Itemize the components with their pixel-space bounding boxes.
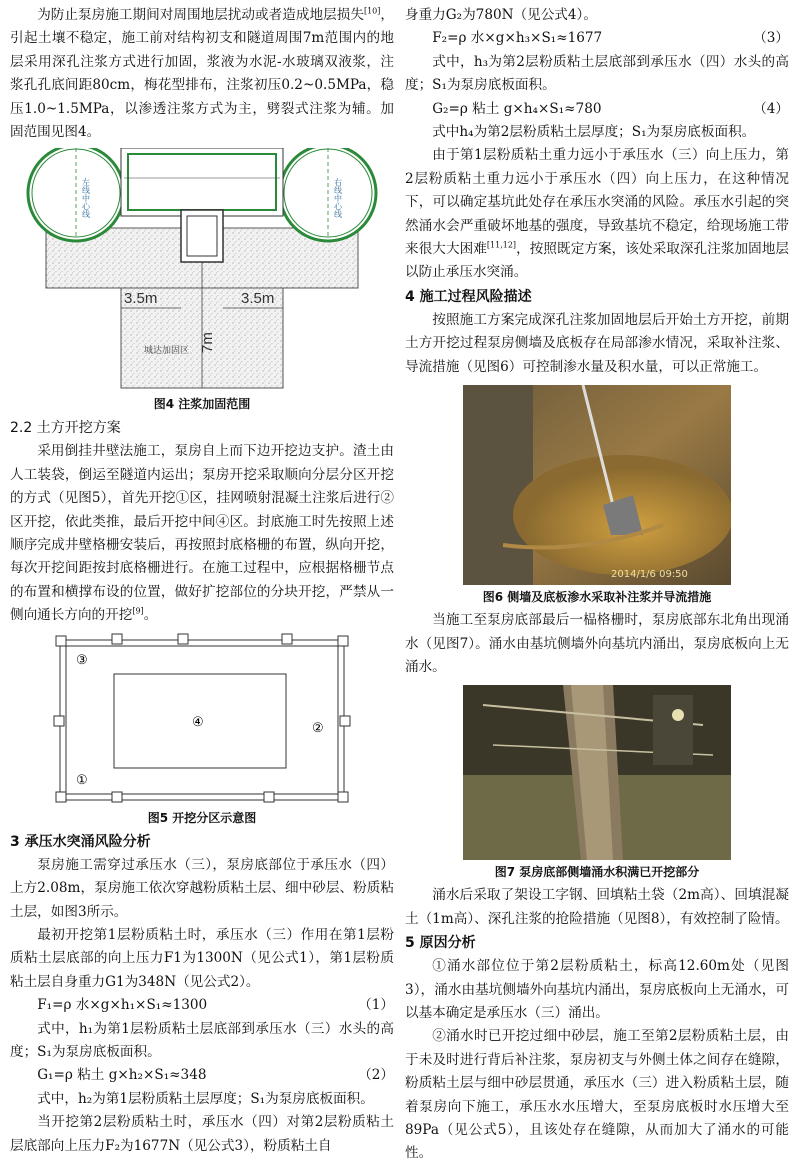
paragraph: 按照施工方案完成深孔注浆加固地层后开始土方开挖，前期土方开挖过程泵房侧墙及底板存在局部渗水情况，采取补注浆、导流措施（见图6）可控制渗水量及积水量，可以正常施工。 xyxy=(405,311,789,375)
equation-4: G₂=ρ 粘土 g×h₄×S₁≈780 （4） xyxy=(432,100,789,117)
figure-5-caption: 图5 开挖分区示意图 xyxy=(147,810,257,825)
paragraph: 最初开挖第1层粉质粘土时，承压水（三）作用在第1层粉质粘土层底部的向上压力F1为1300N（见公式1），第1层粉质粘土层自身重力G1为348N（见公式2）。 xyxy=(10,926,394,990)
dimension-label-left: 3.5m xyxy=(124,290,158,308)
equation-1: F₁=ρ 水×g×h₁×S₁≈1300 （1） xyxy=(37,997,394,1014)
paragraph: 式中，h₂为第1层粉质粘土层厚度；S₁为泵房底板面积。 xyxy=(37,1090,374,1107)
paragraph: ②涌水时已开挖过细中砂层，施工至第2层粉质粘土层，由于未及时进行背后补注浆，泵房初支与外侧土体之间存在缝隙，粉质粘土层与细中砂层贯通，承压水（三）进入粉质粘土层，随着泵房向下施工，承压水水压增大，至泵房底板时水压增大至89Pa（见公式5），且该处存在缝隙，从而加大了涌水的可能性。 xyxy=(405,1028,789,1162)
section-heading-2-2: 2.2 土方开挖方案 xyxy=(10,420,121,437)
left-centerline-label: 左线中心线 xyxy=(81,178,91,219)
paragraph: 当施工至泵房底部最后一榀格栅时，泵房底部东北角出现涌水（见图7）。涌水由基坑侧墙外向基坑内涌出，泵房底板向上无涌水。 xyxy=(405,612,789,675)
section-heading-4: 4 施工过程风险描述 xyxy=(405,288,532,305)
paragraph: 当开挖第2层粉质粘土时，承压水（四）对第2层粉质粘土层底部向上压力F₂为1677N（见公式3），粉质粘土自 xyxy=(10,1114,394,1154)
zone-1-label: ① xyxy=(76,772,88,788)
paragraph: 式中，h₁为第1层粉质粘土层底部到承压水（三）水头的高度；S₁为泵房底板面积。 xyxy=(10,1020,394,1060)
dimension-label-right: 3.5m xyxy=(241,290,275,308)
right-column xyxy=(405,4,789,1166)
figure-7-photo xyxy=(463,685,731,860)
equation-3: F₂=ρ 水×g×h₃×S₁≈1677 （3） xyxy=(432,30,789,47)
paragraph: 式中，h₃为第2层粉质粘土层底部到承压水（四）水头的高度；S₁为泵房底板面积。 xyxy=(405,53,789,94)
figure-6-photo xyxy=(463,385,731,585)
paragraph: 由于第1层粉质粘土重力远小于承压水（三）向上压力，第2层粉质粘土重力远小于承压水（四）向上压力，在这种情况下，可以确定基坑此处存在承压水突涌的风险。承压水引起的突然涌水会严重破坏地基的强度，导致基坑不稳定，给现场施工带来很大大困难[11,12]，按照既定方案，该处采取深孔注浆加固地层以防止承压水突涌。 xyxy=(405,147,790,281)
paragraph: 涌水后采取了架设工字钢、回填粘土袋（2m高）、回填混凝土（1m高）、深孔注浆的抢险措施（见图8），有效控制了险情。 xyxy=(405,887,789,927)
paragraph: 式中h₄为第2层粉质粘土层厚度；S₁为泵房底板面积。 xyxy=(432,124,756,141)
figure-6-caption: 图6 侧墙及底板渗水采取补注浆并导流措施 xyxy=(482,590,712,605)
paragraph: 为防止泵房施工期间对周围地层扰动或者造成地层损失[10]，引起土壤不稳定，施工前对结构初支和隧道周围7m范围内的地层采用深孔注浆方式进行加固，浆液为水泥-水玻璃双液浆，注浆孔孔底间距80cm，梅花型排布，注浆初压0.2~0.5MPa，稳压1.0~1.5MPa，以渗透注浆方式为主，劈裂式注浆为辅。加固范围见图4。 xyxy=(10,6,395,141)
figure-7-caption: 图7 泵房底部侧墙涌水积满已开挖部分 xyxy=(494,865,700,880)
paragraph: 采用倒挂井壁法施工，泵房自上而下边开挖边支护。渣土由人工装袋，倒运至隧道内运出；泵房开挖采取顺向分层分区开挖的方式（见图5），首先开挖①区，挂网喷射混凝土注浆后进行②区开挖，依此类推，最后开挖中间④区。封底施工时先按照上述顺序完成井壁格栅安装后，再按照封底格栅的布置，纵向开挖，每次开挖间距按封底格栅进行。在施工过程中，应根据格栅节点的布置和横撑布设的位置，做好扩挖部位的分块开挖，严禁从一侧向通长方向的开挖[9]。 xyxy=(10,443,394,624)
equation-2: G₁=ρ 粘土 g×h₂×S₁≈348 （2） xyxy=(37,1067,394,1084)
right-centerline-label: 右线中心线 xyxy=(333,178,343,219)
figure-4-caption: 图4 注浆加固范围 xyxy=(153,397,251,412)
grouting-area-label: 城达加固区 xyxy=(144,346,190,357)
zone-3-label: ③ xyxy=(76,652,88,668)
photo-timestamp: 2014/1/6 09:50 xyxy=(611,569,688,581)
figure-4-grouting-range xyxy=(16,148,388,392)
left-column xyxy=(10,4,394,1158)
section-heading-3: 3 承压水突涌风险分析 xyxy=(10,833,151,850)
section-heading-5: 5 原因分析 xyxy=(405,935,476,952)
paragraph: ①涌水部位位于第2层粉质粘土，标高12.60m处（见图3），涌水由基坑侧墙外向基坑内涌出，泵房底板向上无涌水，可以基本确定是承压水（三）涌出。 xyxy=(405,958,789,1021)
figure-5-excavation-zones xyxy=(52,632,352,806)
dimension-label-depth: 7m xyxy=(199,332,216,354)
paragraph: 泵房施工需穿过承压水（三），泵房底部位于承压水（四）上方2.08m，泵房施工依次穿越粉质粘土层、细中砂层、粉质粘土层，如图3所示。 xyxy=(10,856,394,920)
zone-2-label: ② xyxy=(312,720,324,736)
paragraph: 身重力G₂为780N（见公式4）。 xyxy=(405,7,597,23)
zone-4-label: ④ xyxy=(192,714,204,730)
